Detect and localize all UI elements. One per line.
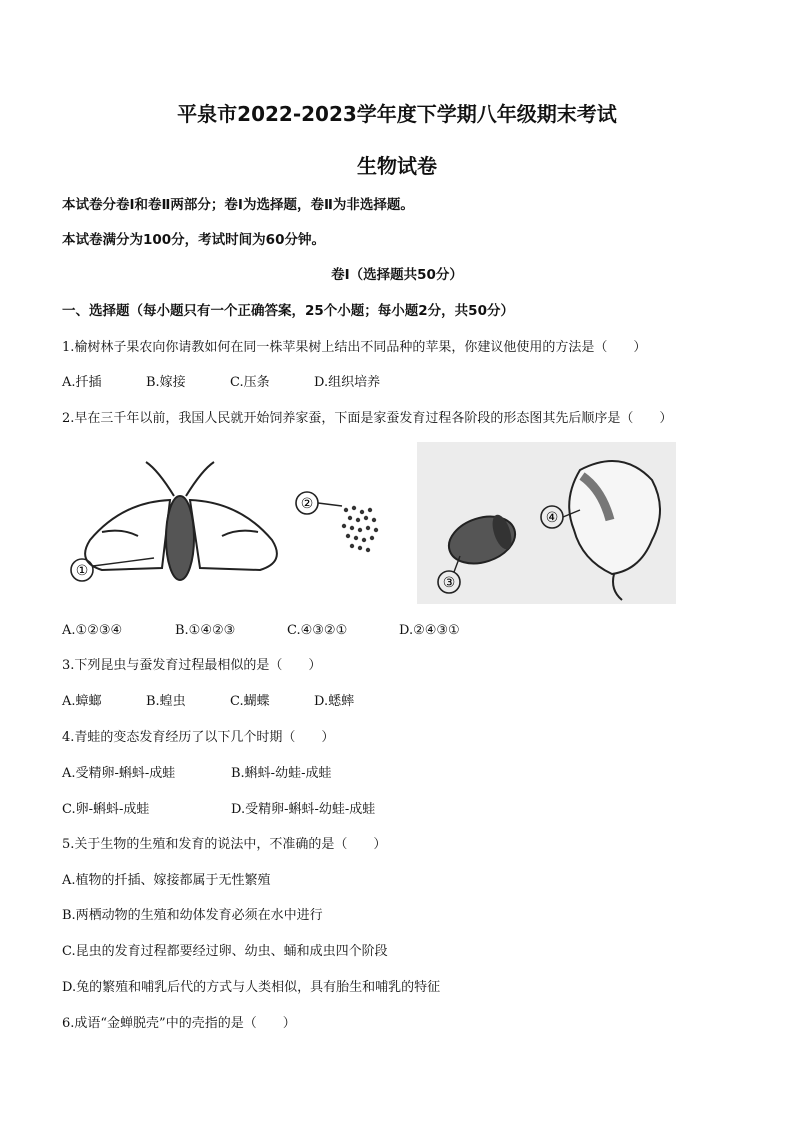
question-3-option-b: B.蝗虫 — [146, 694, 186, 709]
label-2-pointer — [318, 503, 342, 506]
question-1-option-c: C.压条 — [230, 375, 270, 390]
question-3-option-c: C.蝴蝶 — [230, 694, 270, 709]
question-5-option-c: C.昆虫的发育过程都要经过卵、幼虫、蛹和成虫四个阶段 — [62, 944, 388, 959]
question-1-option-a: A.扦插 — [62, 375, 102, 390]
intro-line-2: 本试卷满分为100分，考试时间为60分钟。 — [62, 232, 325, 248]
question-4-stem: 4.青蛙的变态发育经历了以下几个时期（ ） — [62, 730, 335, 745]
question-2-option-c: C.④③②① — [287, 623, 348, 638]
question-5-option-d: D.兔的繁殖和哺乳后代的方式与人类相似，具有胎生和哺乳的特征 — [62, 980, 441, 995]
question-3-option-a: A.蟑螂 — [62, 694, 102, 709]
eggs-cluster — [342, 506, 378, 552]
question-2-option-d: D.②④③① — [399, 623, 460, 638]
question-1-option-d: D.组织培养 — [314, 375, 381, 390]
question-4-option-b: B.蝌蚪-幼蛙-成蛙 — [231, 766, 332, 781]
question-5-option-a: A.植物的扦插、嫁接都属于无性繁殖 — [62, 873, 271, 888]
question-5-option-b: B.两栖动物的生殖和幼体发育必须在水中进行 — [62, 908, 323, 923]
exam-subtitle: 生物试卷 — [357, 154, 437, 178]
question-2-stem: 2.早在三千年以前，我国人民就开始饲养家蚕，下面是家蚕发育过程各阶段的形态图其先后顺序是（ ） — [62, 411, 673, 426]
question-4-option-d: D.受精卵-蝌蚪-幼蛙-成蛙 — [231, 802, 376, 817]
question-1-option-b: B.嫁接 — [146, 375, 186, 390]
section-header: 卷Ⅰ（选择题共50分） — [331, 267, 463, 283]
intro-line-1: 本试卷分卷Ⅰ和卷Ⅱ两部分；卷Ⅰ为选择题，卷Ⅱ为非选择题。 — [62, 197, 414, 213]
exam-title: 平泉市2022-2023学年度下学期八年级期末考试 — [177, 102, 617, 126]
question-2-option-b: B.①④②③ — [175, 623, 236, 638]
label-1-pointer — [93, 558, 154, 566]
silkworm-development-figure — [62, 440, 676, 605]
question-6-stem: 6.成语“金蝉脱壳”中的壳指的是（ ） — [62, 1016, 296, 1031]
question-3-stem: 3.下列昆虫与蚕发育过程最相似的是（ ） — [62, 658, 322, 673]
figure-label-3: ③ — [442, 575, 456, 591]
question-5-stem: 5.关于生物的生殖和发育的说法中，不准确的是（ ） — [62, 837, 387, 852]
question-1-stem: 1.榆树林子果农向你请教如何在同一株苹果树上结出不同品种的苹果，你建议他使用的方法是（ ） — [62, 340, 647, 355]
question-4-option-c: C.卵-蝌蚪-成蛙 — [62, 802, 150, 817]
figure-label-4: ④ — [545, 510, 559, 526]
question-2-option-a: A.①②③④ — [62, 623, 123, 638]
moth-drawing — [85, 462, 277, 580]
question-3-option-d: D.蟋蟀 — [314, 694, 355, 709]
figure-label-1: ① — [75, 563, 89, 579]
part-header: 一、选择题（每小题只有一个正确答案，25个小题；每小题2分，共50分） — [62, 303, 514, 319]
question-4-option-a: A.受精卵-蝌蚪-成蛙 — [62, 766, 176, 781]
figure-label-2: ② — [300, 496, 314, 512]
